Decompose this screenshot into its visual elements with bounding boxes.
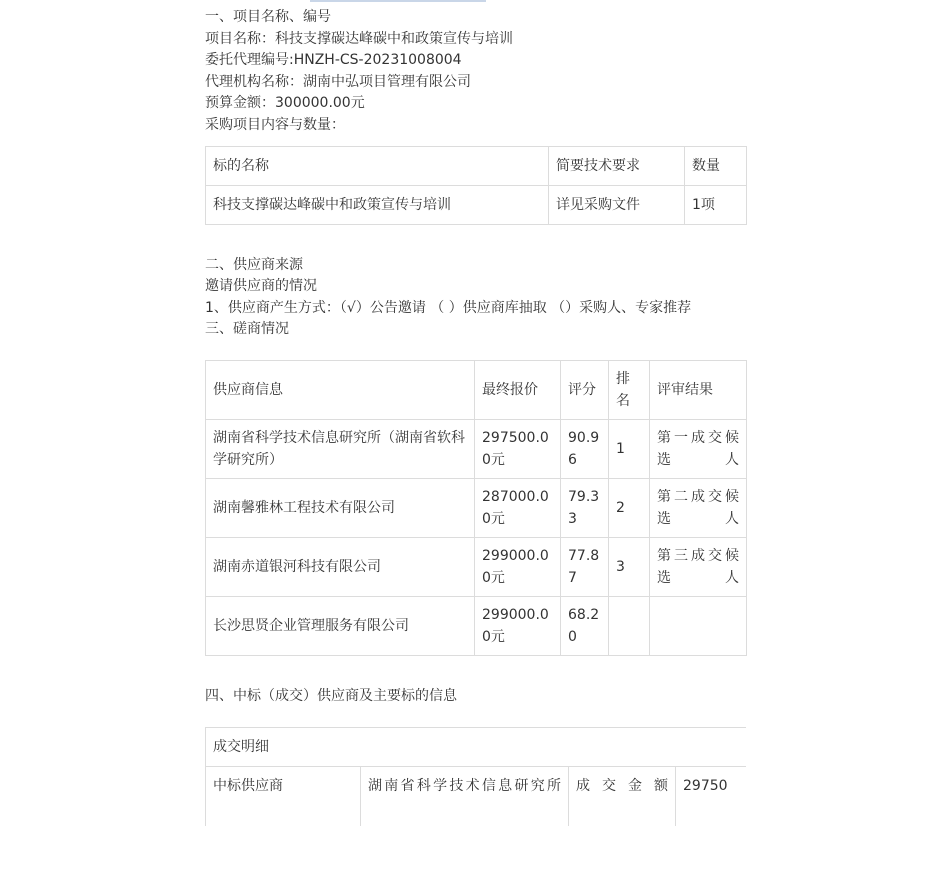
section4-heading: 四、中标（成交）供应商及主要标的信息 — [205, 687, 457, 704]
price-cell: 299000.00元 — [475, 537, 561, 596]
score-cell: 68.20 — [561, 596, 609, 655]
header-cell: 最终报价 — [475, 360, 561, 419]
header-cell: 评分 — [561, 360, 609, 419]
table-cell: 科技支撑碳达峰碳中和政策宣传与培训 — [206, 185, 549, 224]
top-divider-line — [310, 0, 486, 2]
rank-cell: 2 — [609, 478, 650, 537]
table-row — [206, 419, 747, 478]
table-header-row — [206, 360, 747, 419]
header-cell: 评审结果 — [650, 360, 747, 419]
supplier-cell: 湖南赤道银河科技有限公司 — [206, 537, 475, 596]
table-header-row — [206, 146, 747, 185]
table-row — [206, 478, 747, 537]
content-label: 采购项目内容与数量： — [205, 116, 345, 133]
result-cell — [650, 596, 747, 655]
score-cell: 77.87 — [561, 537, 609, 596]
section2-heading: 二、供应商来源 — [205, 256, 303, 273]
table-row — [206, 596, 747, 655]
result-cell: 第二成交候选人 — [650, 478, 747, 537]
header-cell: 标的名称 — [206, 146, 549, 185]
rank-cell: 1 — [609, 419, 650, 478]
deal-row — [206, 766, 747, 826]
deal-title-row — [206, 727, 747, 766]
score-cell: 90.96 — [561, 419, 609, 478]
supplier-method: 1、供应商产生方式：（√）公告邀请 （ ）供应商库抽取 （）采购人、专家推荐 — [205, 299, 692, 316]
amount-label: 成交金额 — [569, 766, 676, 826]
section2-sub: 邀请供应商的情况 — [205, 278, 317, 295]
header-cell: 供应商信息 — [206, 360, 475, 419]
table-row — [206, 185, 747, 224]
price-cell: 287000.00元 — [475, 478, 561, 537]
winner-value: 湖南省科学技术信息研究所 — [361, 766, 569, 826]
announcement-document — [205, 7, 746, 826]
price-cell: 299000.00元 — [475, 596, 561, 655]
supplier-cell: 湖南省科学技术信息研究所（湖南省软科学研究所） — [206, 419, 475, 478]
table-row — [206, 537, 747, 596]
header-cell: 简要技术要求 — [549, 146, 685, 185]
section3-heading: 三、磋商情况 — [205, 321, 289, 338]
project-code: 委托代理编号:HNZH-CS-20231008004 — [205, 52, 462, 69]
header-cell: 排名 — [609, 360, 650, 419]
header-cell: 数量 — [685, 146, 747, 185]
project-name: 项目名称：科技支撑碳达峰碳中和政策宣传与培训 — [205, 30, 513, 47]
winner-label: 中标供应商 — [206, 766, 361, 826]
section1-heading: 一、项目名称、编号 — [205, 9, 331, 25]
price-cell: 297500.00元 — [475, 419, 561, 478]
table-cell: 详见采购文件 — [549, 185, 685, 224]
rank-cell — [609, 596, 650, 655]
amount-value: 29750 — [676, 766, 747, 826]
agency-name: 代理机构名称：湖南中弘项目管理有限公司 — [205, 73, 471, 90]
supplier-cell: 长沙思贤企业管理服务有限公司 — [206, 596, 475, 655]
supplier-cell: 湖南馨雅林工程技术有限公司 — [206, 478, 475, 537]
deal-details-table — [205, 727, 746, 826]
table-cell: 1项 — [685, 185, 747, 224]
budget-amount: 预算金额：300000.00元 — [205, 95, 365, 112]
items-table — [205, 146, 747, 225]
consultation-table — [205, 360, 747, 656]
deal-title: 成交明细 — [206, 727, 747, 766]
result-cell: 第三成交候选人 — [650, 537, 747, 596]
rank-cell: 3 — [609, 537, 650, 596]
score-cell: 79.33 — [561, 478, 609, 537]
result-cell: 第一成交候选人 — [650, 419, 747, 478]
deal-table-clip — [205, 727, 746, 826]
